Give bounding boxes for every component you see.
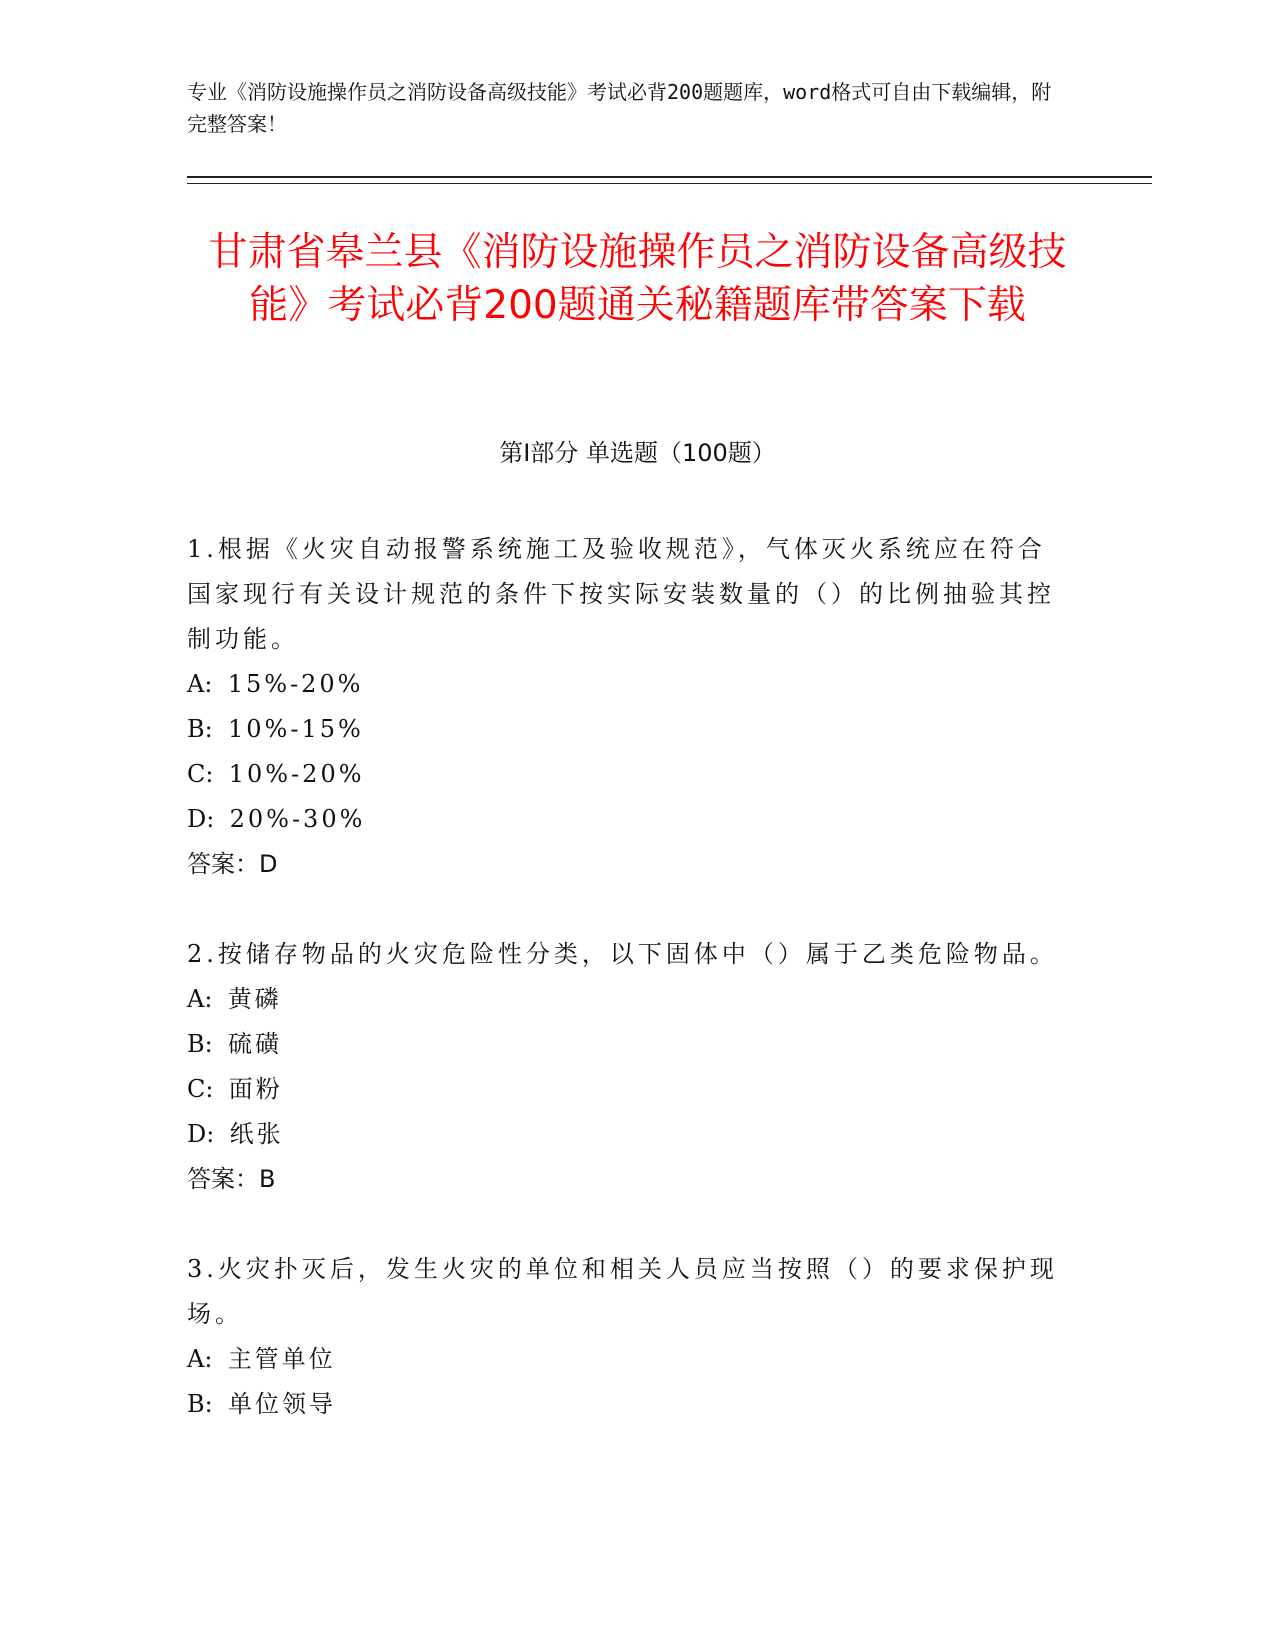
- option-a: [187, 1337, 1062, 1382]
- option-key: D:: [187, 805, 215, 833]
- question-1: [187, 527, 1062, 887]
- option-c: [187, 1067, 1062, 1112]
- option-key: A:: [187, 670, 213, 698]
- question-list: [187, 527, 1062, 1472]
- option-a: [187, 662, 1062, 707]
- option-text: 黄磷: [227, 985, 282, 1013]
- option-key: B:: [187, 1030, 213, 1058]
- option-text: 硫磺: [228, 1030, 282, 1058]
- answer-line: 答案：D: [187, 850, 278, 878]
- option-key: B:: [187, 1390, 213, 1418]
- option-c: [187, 752, 1062, 797]
- option-text: 主管单位: [227, 1345, 336, 1373]
- option-key: A:: [187, 985, 213, 1013]
- option-text: 10%-20%: [228, 760, 365, 788]
- question-3: [187, 1247, 1062, 1427]
- document-title: 甘肃省皋兰县《消防设施操作员之消防设备高级技能》考试必背200题通关秘籍题库带答案下载: [208, 230, 1067, 328]
- option-text: 20%-30%: [229, 805, 366, 833]
- option-b: [187, 1022, 1062, 1067]
- question-stem: 3.火灾扑灭后，发生火灾的单位和相关人员应当按照（）的要求保护现场。: [187, 1255, 1058, 1328]
- option-text: 面粉: [228, 1075, 283, 1103]
- question-2: [187, 932, 1062, 1202]
- option-a: [187, 977, 1062, 1022]
- option-key: A:: [187, 1345, 213, 1373]
- question-stem: 2.按储存物品的火灾危险性分类，以下固体中（）属于乙类危险物品。: [187, 940, 1058, 968]
- option-d: [187, 797, 1062, 842]
- header-rule-thin: [187, 183, 1152, 184]
- option-b: [187, 1382, 1062, 1427]
- option-b: [187, 707, 1062, 752]
- answer-line: 答案：B: [187, 1165, 276, 1193]
- question-stem: 1.根据《火灾自动报警系统施工及验收规范》，气体灭火系统应在符合国家现行有关设计规范的条件下按实际安装数量的（）的比例抽验其控制功能。: [187, 535, 1055, 653]
- option-key: C:: [187, 760, 214, 788]
- header-rule-thick: [187, 176, 1152, 178]
- section-title: 第Ⅰ部分 单选题（100题）: [499, 439, 776, 467]
- option-key: C:: [187, 1075, 214, 1103]
- option-text: 15%-20%: [227, 670, 364, 698]
- option-key: D:: [187, 1120, 215, 1148]
- option-text: 10%-15%: [228, 715, 364, 743]
- option-key: B:: [187, 715, 213, 743]
- option-d: [187, 1112, 1062, 1157]
- option-text: 纸张: [229, 1120, 284, 1148]
- option-text: 单位领导: [228, 1390, 336, 1418]
- header-note: 专业《消防设施操作员之消防设备高级技能》考试必背200题题库，word格式可自由下载编辑，附完整答案！: [187, 80, 1052, 136]
